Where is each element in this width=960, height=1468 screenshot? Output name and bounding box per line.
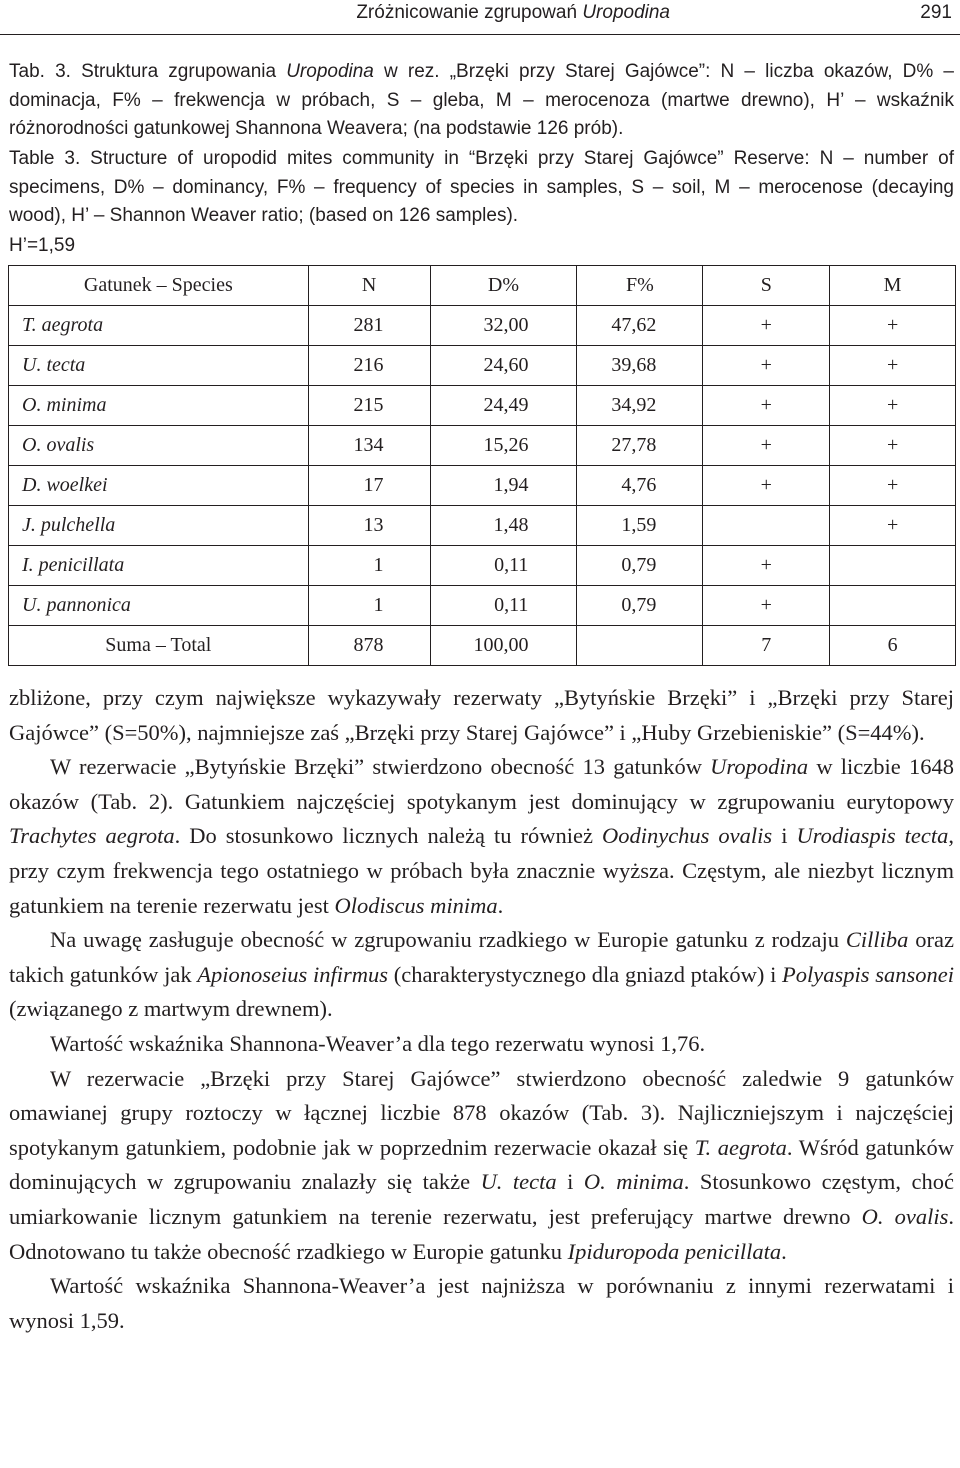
- table-row: [9, 506, 956, 546]
- s-cell: +: [703, 346, 830, 386]
- paragraph-text: Wartość wskaźnika Shannona-Weaver’a dla tego rezerwatu wynosi 1,76.: [50, 1030, 706, 1056]
- paragraph-text: oraz takich gatunków jak: [9, 927, 954, 987]
- header-m: M: [830, 266, 956, 306]
- s-cell: +: [703, 426, 830, 466]
- body-paragraph: [9, 1269, 954, 1338]
- italic-taxon: Olodiscus minima: [334, 892, 498, 918]
- italic-taxon: U. tecta: [480, 1169, 557, 1195]
- d-cell: 1,48: [430, 506, 577, 546]
- d-cell: 15,26: [430, 426, 577, 466]
- species-cell: J. pulchella: [9, 506, 309, 546]
- header-species: Gatunek – Species: [9, 266, 309, 306]
- species-table: [8, 265, 956, 666]
- m-cell: +: [830, 506, 956, 546]
- header-d: D%: [430, 266, 577, 306]
- m-cell: +: [830, 306, 956, 346]
- paragraph-text: . Wśród gatunków dominujących w zgrupowaniu znalazły się także: [9, 1134, 954, 1195]
- paragraph-text: . Odnotowano tu także obecność rzadkiego w Europie gatunku: [9, 1203, 954, 1264]
- caption-en-text: Table 3. Structure of uropodid mites community in “Brzęki przy Starej Gajówce” Reserve: N – number of specimens, D% – dominancy, F% – frequency of species in samples, S – soil, M – merocenose (decaying wood), H’ – Shannon Weaver ratio; (based on 126 samples).: [9, 148, 954, 226]
- table-row: [9, 466, 956, 506]
- m-cell: [830, 546, 956, 586]
- table-header-row: [9, 266, 956, 306]
- total-label: Suma – Total: [9, 626, 309, 666]
- header-n: N: [308, 266, 430, 306]
- paragraph-text: W rezerwacie „Brzęki przy Starej Gajówce” stwierdzono obecność zaledwie 9 gatunków omawianej grupy roztoczy w łącznej liczbie 878 okazów (Tab. 3). Najliczniejszym i najczęściej spotykanym gatunkiem, podobnie jak w poprzednim rezerwacie okazał się: [9, 1065, 954, 1160]
- paragraph-text: W rezerwacie „Bytyńskie Brzęki” stwierdzono obecność 13 gatunków: [50, 754, 711, 780]
- body-paragraph: [9, 750, 954, 923]
- m-cell: +: [830, 386, 956, 426]
- paragraph-text: .: [781, 1238, 787, 1264]
- s-cell: +: [703, 306, 830, 346]
- table-row: [9, 306, 956, 346]
- header-s: S: [703, 266, 830, 306]
- paragraph-text: (związanego z martwym drewnem).: [9, 996, 333, 1022]
- table-caption-english: [9, 145, 954, 231]
- f-cell: 0,79: [577, 586, 703, 626]
- total-d: 100,00: [430, 626, 577, 666]
- italic-taxon: O. ovalis: [861, 1203, 949, 1229]
- table-row: [9, 386, 956, 426]
- species-cell: U. tecta: [9, 346, 309, 386]
- n-cell: 1: [308, 586, 430, 626]
- f-cell: 47,62: [577, 306, 703, 346]
- d-cell: 24,49: [430, 386, 577, 426]
- italic-taxon: Apionoseius infirmus: [197, 961, 389, 987]
- table-total-row: [9, 626, 956, 666]
- d-cell: 24,60: [430, 346, 577, 386]
- italic-taxon: Oodinychus ovalis: [601, 823, 773, 849]
- body-paragraph: [9, 1062, 954, 1270]
- italic-taxon: Cilliba: [845, 927, 909, 953]
- n-cell: 216: [308, 346, 430, 386]
- n-cell: 1: [308, 546, 430, 586]
- total-f: [577, 626, 703, 666]
- table-caption-polish: [9, 58, 954, 144]
- paragraph-text: i: [772, 823, 797, 849]
- paragraph-text: w liczbie 1648 okazów (Tab. 2). Gatunkiem najczęściej spotykanym jest dominujący w zgrupowaniu eurytopowy: [9, 754, 954, 814]
- body-paragraph: [9, 681, 954, 750]
- body-paragraph: [9, 923, 954, 1027]
- body-paragraph: [9, 1027, 954, 1062]
- italic-taxon: Uropodina: [710, 754, 809, 780]
- n-cell: 215: [308, 386, 430, 426]
- s-cell: +: [703, 466, 830, 506]
- n-cell: 281: [308, 306, 430, 346]
- s-cell: [703, 506, 830, 546]
- m-cell: +: [830, 466, 956, 506]
- caption-pl-text-2: w rez. „Brzęki przy Starej Gajówce”: N – liczba okazów, D% – dominacja, F% – frekwencja w próbach, S – gleba, M – merocenoza (martwe drewno), H’ – wskaźnik różnorodności gatunkowej Shannona Weavera; (na podstawie 126 prób).: [9, 61, 954, 139]
- s-cell: +: [703, 586, 830, 626]
- running-header: [0, 0, 960, 35]
- species-cell: O. minima: [9, 386, 309, 426]
- f-cell: 0,79: [577, 546, 703, 586]
- running-title: [356, 2, 670, 24]
- italic-taxon: Trachytes aegrota: [9, 823, 175, 849]
- table-row: [9, 426, 956, 466]
- caption-pl-italic: Uropodina: [286, 61, 374, 82]
- n-cell: 13: [308, 506, 430, 546]
- table-body: [9, 306, 956, 626]
- running-title-italic: Uropodina: [582, 2, 670, 23]
- italic-taxon: O. minima: [583, 1169, 684, 1195]
- paragraph-text: (charakterystycznego dla gniazd ptaków) i: [388, 961, 783, 987]
- f-cell: 27,78: [577, 426, 703, 466]
- species-cell: I. penicillata: [9, 546, 309, 586]
- italic-taxon: T. aegrota: [694, 1134, 787, 1160]
- f-cell: 39,68: [577, 346, 703, 386]
- table-row: [9, 586, 956, 626]
- header-f: F%: [577, 266, 703, 306]
- species-cell: U. pannonica: [9, 586, 309, 626]
- paragraph-text: , przy czym frekwencja tego ostatniego w próbach była znacznie wyższa. Częstym, ale niezbyt licznym gatunkiem na terenie rezerwatu jest: [9, 823, 954, 918]
- table-row: [9, 546, 956, 586]
- paragraph-text: Na uwagę zasługuje obecność w zgrupowaniu rzadkiego w Europie gatunku z rodzaju: [50, 927, 846, 953]
- s-cell: +: [703, 546, 830, 586]
- page-number: 291: [920, 2, 952, 23]
- body-text: [9, 681, 954, 1338]
- total-m: 6: [830, 626, 956, 666]
- n-cell: 134: [308, 426, 430, 466]
- species-cell: D. woelkei: [9, 466, 309, 506]
- paragraph-text: . Do stosunkowo licznych należą tu również: [174, 823, 602, 849]
- table-row: [9, 346, 956, 386]
- f-cell: 34,92: [577, 386, 703, 426]
- species-cell: O. ovalis: [9, 426, 309, 466]
- f-cell: 1,59: [577, 506, 703, 546]
- total-n: 878: [308, 626, 430, 666]
- f-cell: 4,76: [577, 466, 703, 506]
- m-cell: +: [830, 346, 956, 386]
- n-cell: 17: [308, 466, 430, 506]
- italic-taxon: Polyaspis sansonei: [782, 961, 954, 987]
- m-cell: +: [830, 426, 956, 466]
- d-cell: 0,11: [430, 586, 577, 626]
- running-title-text: Zróżnicowanie zgrupowań: [356, 2, 578, 23]
- d-cell: 1,94: [430, 466, 577, 506]
- caption-pl-text-1: Tab. 3. Struktura zgrupowania: [9, 61, 287, 82]
- italic-taxon: Ipiduropoda penicillata: [567, 1238, 782, 1264]
- paragraph-text: zbliżone, przy czym największe wykazywały rezerwaty „Bytyńskie Brzęki” i „Brzęki przy Starej Gajówce” (S=50%), najmniejsze zaś „Brzęki przy Starej Gajówce” i „Huby Grzebieniskie” (S=44%).: [9, 685, 954, 745]
- paragraph-text: . Stosunkowo częstym, choć umiarkowanie licznym gatunkiem na terenie rezerwatu, jest preferujący martwe drewno: [9, 1169, 954, 1229]
- italic-taxon: Urodiaspis tecta: [796, 823, 949, 849]
- m-cell: [830, 586, 956, 626]
- shannon-index-value: H’=1,59: [9, 235, 76, 256]
- paragraph-text: Wartość wskaźnika Shannona-Weaver’a jest najniższa w porównaniu z innymi rezerwatami i wynosi 1,59.: [9, 1273, 954, 1333]
- total-s: 7: [703, 626, 830, 666]
- paragraph-text: i: [556, 1169, 584, 1195]
- d-cell: 32,00: [430, 306, 577, 346]
- paragraph-text: .: [497, 892, 504, 918]
- species-cell: T. aegrota: [9, 306, 309, 346]
- s-cell: +: [703, 386, 830, 426]
- d-cell: 0,11: [430, 546, 577, 586]
